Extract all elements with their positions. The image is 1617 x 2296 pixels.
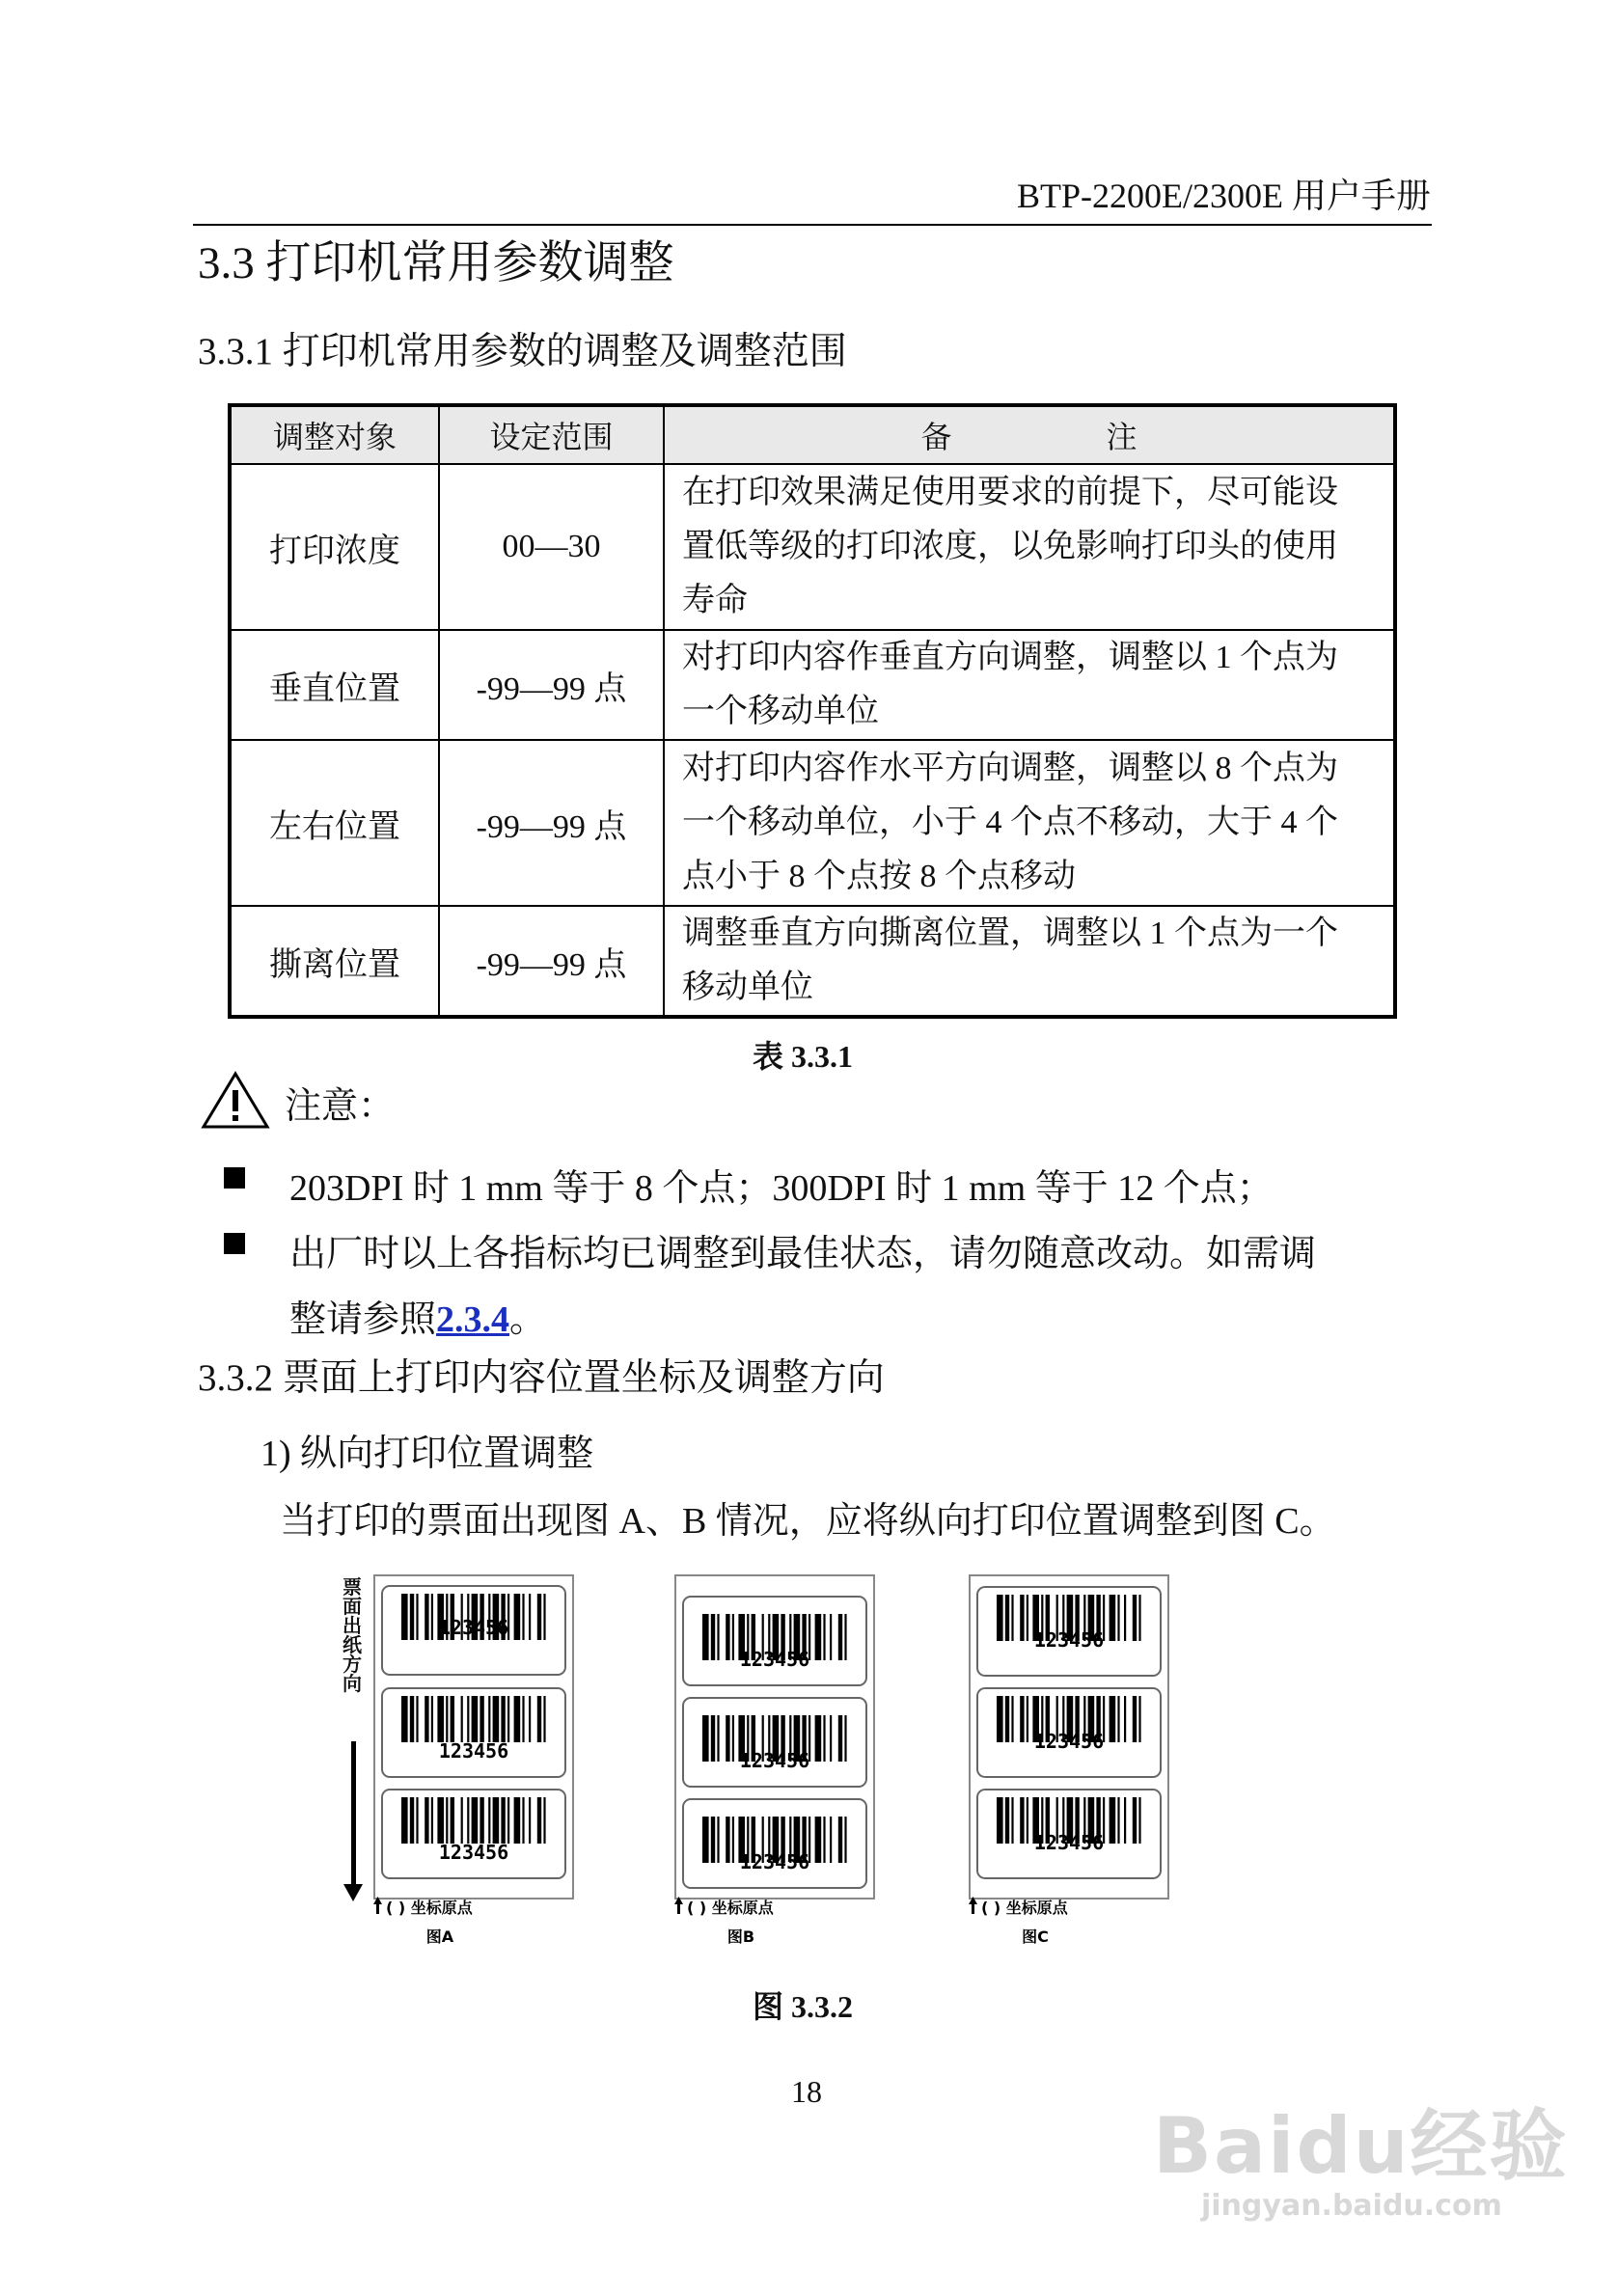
barcode-bar — [410, 1594, 414, 1640]
barcode-bar — [1138, 1595, 1140, 1641]
barcode-bar — [472, 1797, 479, 1844]
barcode-bar — [446, 1696, 448, 1742]
table-row — [230, 630, 1395, 740]
panel-label: 图A — [425, 1927, 454, 1946]
barcode-bar — [501, 1696, 505, 1742]
barcode-bar — [543, 1594, 545, 1640]
barcode-bar — [437, 1696, 444, 1742]
table-row — [230, 464, 1395, 630]
bullet-marker — [224, 1158, 286, 1200]
barcode-bar — [702, 1614, 709, 1660]
section-link-2-3-4[interactable]: 2.3.4 — [436, 1299, 510, 1340]
barcode-bar — [446, 1797, 448, 1844]
barcode-bar — [726, 1614, 729, 1660]
barcode-bar — [1124, 1595, 1126, 1641]
barcode-bar — [416, 1797, 418, 1844]
barcode-bar — [815, 1614, 822, 1660]
warning-icon — [201, 1071, 270, 1131]
row-target: 垂直位置 — [230, 630, 439, 740]
notice-bullet-1: 203DPI 时 1 mm 等于 8 个点；300DPI 时 1 mm 等于 12 个点； — [289, 1168, 1274, 1209]
barcode-bar — [1027, 1797, 1028, 1844]
notice-bullet-2-line2: 整请参照2.3.4。 — [289, 1299, 547, 1340]
barcode-bar — [1020, 1595, 1024, 1641]
barcode-bar — [711, 1817, 715, 1863]
row-range: -99—99 点 — [439, 740, 664, 906]
barcode-bar — [514, 1797, 521, 1844]
barcode-bar — [997, 1696, 1003, 1742]
barcode-bar — [522, 1594, 524, 1640]
barcode-bar — [823, 1614, 825, 1660]
barcode-bar — [451, 1797, 454, 1844]
barcode-bar — [717, 1614, 719, 1660]
row-range: -99—99 点 — [439, 906, 664, 1017]
notice-bullet-2-line1: 出厂时以上各指标均已调整到最佳状态，请勿随意改动。如需调 — [289, 1234, 1317, 1274]
barcode-bar — [410, 1797, 414, 1844]
barcode-bar — [537, 1797, 541, 1844]
barcode-bar — [815, 1715, 822, 1762]
row-range: 00—30 — [439, 464, 664, 630]
barcode-bar — [507, 1696, 509, 1742]
barcode-bar — [1117, 1696, 1119, 1742]
barcode-bar — [514, 1594, 521, 1640]
barcode-bar — [726, 1817, 729, 1863]
barcode-bar — [823, 1817, 825, 1863]
barcode-bar — [431, 1797, 433, 1844]
barcode-bar — [425, 1797, 428, 1844]
barcode-bar — [702, 1817, 709, 1863]
subsection-title: 3.3.1 打印机常用参数的调整及调整范围 — [198, 331, 847, 372]
barcode-bar — [1110, 1595, 1116, 1641]
barcode-bar — [1117, 1797, 1119, 1844]
barcode-bar — [726, 1715, 729, 1762]
barcode-bar — [507, 1797, 509, 1844]
barcode-bar — [467, 1696, 469, 1742]
barcode-bar — [472, 1696, 479, 1742]
barcode-bar — [1124, 1696, 1126, 1742]
barcode-bar — [437, 1797, 444, 1844]
barcode-bar — [461, 1797, 463, 1844]
barcode-bar — [529, 1594, 531, 1640]
header-target: 调整对象 — [230, 405, 439, 464]
barcode-number: 123456 — [438, 1616, 509, 1639]
panel-label: 图B — [726, 1927, 755, 1946]
barcode-bar — [461, 1696, 463, 1742]
barcode-bar — [830, 1715, 832, 1762]
barcode-bar — [1020, 1797, 1024, 1844]
barcode-bar — [401, 1797, 408, 1844]
barcode-bar — [514, 1696, 521, 1742]
barcode-bar — [522, 1696, 524, 1742]
barcode-bar — [1005, 1595, 1009, 1641]
barcode-number: 123456 — [1033, 1831, 1105, 1854]
barcode-number: 123456 — [739, 1749, 810, 1772]
barcode-bar — [529, 1797, 531, 1844]
barcode-bar — [493, 1797, 500, 1844]
barcode-bar — [493, 1696, 500, 1742]
panel-label: 图C — [1022, 1927, 1049, 1946]
barcode-bar — [467, 1797, 469, 1844]
barcode-bar — [522, 1797, 524, 1844]
barcode-number: 123456 — [739, 1850, 810, 1873]
barcode-bar — [1011, 1797, 1013, 1844]
barcode-bar — [1027, 1696, 1028, 1742]
barcode-bar — [732, 1715, 734, 1762]
barcode-bar — [1133, 1595, 1137, 1641]
barcode-bar — [1020, 1696, 1024, 1742]
figure-3-3-2 — [336, 1568, 1257, 1949]
barcode-bar — [997, 1797, 1003, 1844]
section-title: 3.3 打印机常用参数调整 — [198, 238, 674, 288]
barcode-bar — [451, 1696, 454, 1742]
barcode-bar — [480, 1696, 483, 1742]
barcode-bar — [501, 1797, 505, 1844]
barcode-bar — [488, 1696, 490, 1742]
table-header-row — [230, 405, 1395, 464]
barcode-bar — [702, 1715, 709, 1762]
barcode-bar — [815, 1817, 822, 1863]
barcode-bar — [1027, 1595, 1028, 1641]
page-number: 18 — [791, 2074, 822, 2109]
row-note: 对打印内容作垂直方向调整，调整以 1 个点为 一个移动单位 — [664, 630, 1395, 740]
barcode-bar — [431, 1594, 433, 1640]
barcode-bar — [1011, 1595, 1013, 1641]
barcode-bar — [732, 1614, 734, 1660]
barcode-bar — [410, 1696, 414, 1742]
barcode-bar — [1138, 1696, 1140, 1742]
notice-label: 注意： — [285, 1084, 396, 1127]
barcode-bar — [823, 1715, 825, 1762]
barcode-bar — [425, 1594, 428, 1640]
barcode-bar — [1124, 1797, 1126, 1844]
item1-title: 1) 纵向打印位置调整 — [260, 1434, 594, 1474]
barcode-bar — [480, 1797, 483, 1844]
barcode-number: 123456 — [438, 1739, 509, 1763]
barcode-bar — [830, 1614, 832, 1660]
row-target: 左右位置 — [230, 740, 439, 906]
barcode-bar — [1005, 1797, 1009, 1844]
barcode-bar — [844, 1614, 846, 1660]
paper-direction-label: 票面出纸方向 — [343, 1575, 362, 1695]
header-rule — [193, 224, 1432, 226]
barcode-bar — [711, 1614, 715, 1660]
barcode-bar — [416, 1594, 418, 1640]
barcode-bar — [1005, 1696, 1009, 1742]
header-title: BTP-2200E/2300E 用户手册 — [1017, 177, 1431, 215]
barcode-bar — [537, 1594, 541, 1640]
barcode-bar — [844, 1817, 846, 1863]
barcode-bar — [1133, 1797, 1137, 1844]
barcode-bar — [543, 1797, 545, 1844]
barcode-bar — [401, 1594, 408, 1640]
barcode-bar — [425, 1696, 428, 1742]
barcode-bar — [1011, 1696, 1013, 1742]
barcode-bar — [1138, 1797, 1140, 1844]
origin-label: ( ) 坐标原点 — [687, 1899, 774, 1917]
table-row — [230, 740, 1395, 906]
barcode-bar — [529, 1696, 531, 1742]
barcode-bar — [488, 1797, 490, 1844]
barcode-bar — [431, 1696, 433, 1742]
barcode-bar — [830, 1817, 832, 1863]
barcode-bar — [844, 1715, 846, 1762]
barcode-bar — [416, 1696, 418, 1742]
barcode-bar — [1110, 1797, 1116, 1844]
origin-label: ( ) 坐标原点 — [386, 1899, 473, 1917]
barcode-bar — [1117, 1595, 1119, 1641]
barcode-bar — [401, 1696, 408, 1742]
barcode-bar — [537, 1696, 541, 1742]
barcode-bar — [732, 1817, 734, 1863]
bullet-marker — [224, 1223, 286, 1266]
row-note: 调整垂直方向撕离位置，调整以 1 个点为一个 移动单位 — [664, 906, 1395, 1017]
barcode-number: 123456 — [1033, 1628, 1105, 1652]
barcode-bar — [997, 1595, 1003, 1641]
header-note: 备 注 — [664, 405, 1395, 464]
row-note: 对打印内容作水平方向调整，调整以 8 个点为 一个移动单位，小于 4 个点不移动，大于 4 个 点小于 8 个点按 8 个点移动 — [664, 740, 1395, 906]
barcode-number: 123456 — [1033, 1730, 1105, 1753]
barcode-bar — [717, 1715, 719, 1762]
origin-label: ( ) 坐标原点 — [981, 1899, 1068, 1917]
barcode-bar — [1110, 1696, 1116, 1742]
barcode-bar — [711, 1715, 715, 1762]
row-target: 撕离位置 — [230, 906, 439, 1017]
parameter-table — [228, 403, 1397, 1019]
barcode-number: 123456 — [438, 1841, 509, 1864]
barcode-bar — [838, 1817, 842, 1863]
table-row — [230, 906, 1395, 1017]
row-note: 在打印效果满足使用要求的前提下，尽可能设 置低等级的打印浓度，以免影响打印头的使用 寿命 — [664, 464, 1395, 630]
subsection2-title: 3.3.2 票面上打印内容位置坐标及调整方向 — [198, 1357, 885, 1399]
barcode-bar — [717, 1817, 719, 1863]
header-range: 设定范围 — [439, 405, 664, 464]
barcode-number: 123456 — [739, 1648, 810, 1671]
row-range: -99—99 点 — [439, 630, 664, 740]
watermark-logo: Baidu经验 jingyan.baidu.com — [1153, 2101, 1569, 2223]
row-target: 打印浓度 — [230, 464, 439, 630]
paragraph: 当打印的票面出现图 A、B 情况，应将纵向打印位置调整到图 C。 — [280, 1501, 1336, 1542]
barcode-figure-svg — [336, 1568, 1257, 1949]
figure-caption: 图 3.3.2 — [753, 1989, 854, 2024]
barcode-bar — [838, 1715, 842, 1762]
table-caption: 表 3.3.1 — [753, 1039, 854, 1074]
barcode-bar — [543, 1696, 545, 1742]
barcode-bar — [1133, 1696, 1137, 1742]
barcode-bar — [838, 1614, 842, 1660]
